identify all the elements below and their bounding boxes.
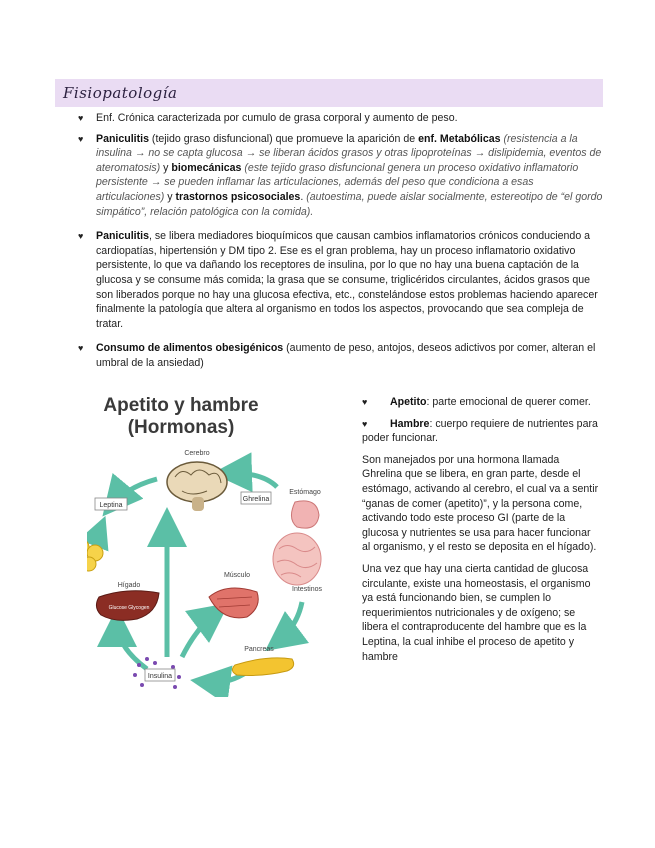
cerebro-label: Cerebro [184,450,210,457]
apetito-item: ♥ Apetito: parte emocional de querer comer. [362,396,591,408]
heart-bullet-icon: ♥ [362,397,368,407]
page-title: Fisiopatología [63,84,178,102]
bullet-list [78,111,603,381]
glucose-glycogen-label: Glucose Glycogen [108,605,150,611]
insulina-label: Insulina [147,673,173,680]
hambre-item: ♥ Hambre: cuerpo requiere de nutrientes para poder funcionar. [362,417,598,445]
list-item: ♥ Paniculitis (tejido graso disfuncional) que promueve la aparición de enf. Metabólicas (resistencia a la insulina → no se capta glucosa → se liberan ácidos grasos y otras lipoproteínas → dislipidemia, eventos de ateromatosis) y biomecánicas (este tejido graso disfuncional genera un proceso oxidativo inflamatorio persistente → se pueden inflamar las articulaciones, además del peso que condiciona a esas articulaciones) y trastornos psicosociales. (autoestima, puede aislar socialmente, estereotipo de “el gordo simpático”, relación patológica con la comida). [78,132,603,218]
arrow-intestine-pancreas [277,602,302,642]
pancreas-label: Pancreas [244,646,274,653]
higado-label: Hígado [117,582,141,589]
diagram-title: Apetito y hambre [103,395,259,416]
leptina-label: Leptina [99,502,123,509]
fat-cells-icon [87,539,103,571]
ghrelina-label: Ghrelina [242,496,270,503]
arrow-insulin-muscle [182,612,217,657]
heart-bullet-icon: ♥ [78,231,84,242]
arrow-insulin-liver [117,622,147,669]
estomago-label: Estómago [289,489,321,496]
appetite-hunger-diagram [87,387,355,697]
heart-bullet-icon: ♥ [78,343,84,354]
list-item: ♥ Enf. Crónica caracterizada por cumulo de grasa corporal y aumento de peso. [78,112,458,124]
stomach-icon [291,501,319,528]
brain-icon [167,462,227,502]
diagram-subtitle: (Hormonas) [127,417,235,438]
intestines-icon [273,533,321,585]
heart-bullet-icon: ♥ [78,113,84,123]
ghrelina-paragraph: Son manejados por una hormona llamada Ghrelina que se libera, en gran parte, desde el estómago, activando al cerebro, el cual va a sentir “ganas de comer (apetito)”, y la persona come, activando todo este proceso GI (parte de la glucosa y nutrientes se usa para hacer funcionar al organismo, y el resto se deposita en el hígado). [362,453,599,554]
list-item: ♥ Consumo de alimentos obesigénicos (aumento de peso, antojos, deseos adictivos por comer, alteran el umbral de la ansiedad) [78,342,596,369]
right-column [362,395,600,671]
heart-bullet-icon: ♥ [362,418,368,429]
leptina-paragraph: Una vez que hay una cierta cantidad de glucosa circulante, existe una homeostasis, el organismo ya está funcionando bien, se cumplen lo requerimientos nutricionales y de oxígeno; se libera el contraproducente del hambre que es la Leptina, la cual inhibe el proceso de apetito y hambre [362,562,591,663]
pancreas-icon [232,658,293,676]
arrow-stomach-brain [227,473,277,487]
heart-bullet-icon: ♥ [78,133,84,144]
list-item: ♥ Paniculitis, se libera mediadores bioquímicos que causan cambios inflamatorios crónicos conduciendo a cardiopatías, hipertensión y DM tipo 2. Ese es el gran problema, hay un proceso inflamatorio oxidativo persistente, lo que va dañando los receptores de insulina, por lo que no hay una buena captación de la glucosa y se consume más comida; la grasa que se consume, triglicéridos circulantes, ácidos grasos que son liberados porque no hay una glucosa efectiva, etc., constelándose estos problemas haciendo aparecer finalmente la patología que altera al organismo en todos los aspectos, provocando que sea compleja de tratar. [78,230,598,330]
musculo-label: Músculo [223,572,251,579]
intestinos-label: Intestinos [292,586,322,593]
arrow-fat-upward [97,527,101,547]
